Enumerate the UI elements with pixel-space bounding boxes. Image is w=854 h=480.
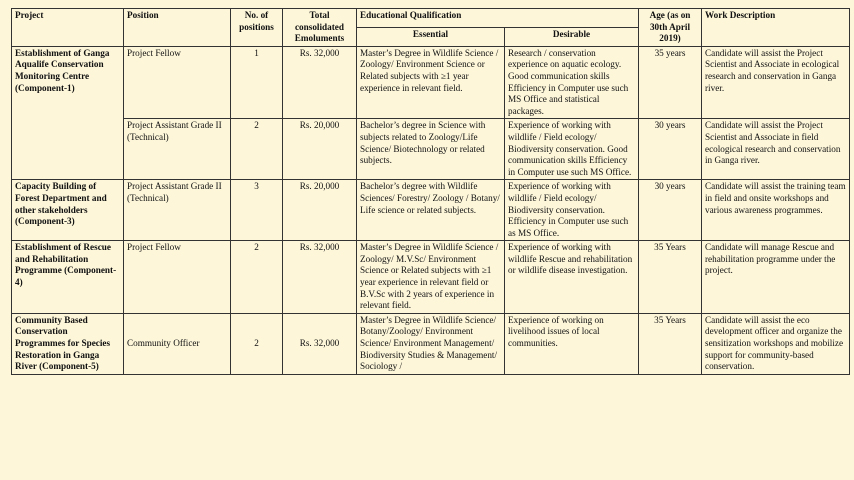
essential-cell: Master’s Degree in Wildlife Science / Zoology/ M.V.Sc/ Environment Science or Related subjects with ≥1 year experience in relevant field or B.V.Sc with 2 years of experience in relevant field. xyxy=(357,241,505,314)
work-cell: Candidate will manage Rescue and rehabilitation programme under the project. xyxy=(702,241,850,314)
work-cell: Candidate will assist the Project Scientist and Associate in field ecological research and conservation in Ganga river. xyxy=(702,119,850,180)
header-row xyxy=(12,9,850,28)
position-cell: Project Fellow xyxy=(124,46,231,119)
project-cell: Community Based Conservation Programmes for Species Restoration in Ganga River (Component-5) xyxy=(12,313,124,374)
desirable-cell: Experience of working with wildlife Rescue and rehabilitation or wildlife disease investigation. xyxy=(505,241,639,314)
essential-cell: Bachelor’s degree in Science with subjects related to Zoology/Life Science/ Biotechnology or related subjects. xyxy=(357,119,505,180)
table-row xyxy=(12,313,850,374)
desirable-cell: Experience of working with wildlife / Field ecology/ Biodiversity conservation. Good communication skills Efficiency in Computer use such MS Office. xyxy=(505,119,639,180)
project-cell: Establishment of Rescue and Rehabilitation Programme (Component-4) xyxy=(12,241,124,314)
col-header-position: Position xyxy=(124,9,231,47)
age-cell: 35 Years xyxy=(639,313,702,374)
table-row xyxy=(12,46,850,119)
positions-cell: 3 xyxy=(231,180,283,241)
desirable-cell: Experience of working with wildlife / Field ecology/ Biodiversity conservation. Efficiency in Computer use such as MS Office. xyxy=(505,180,639,241)
table-row xyxy=(12,241,850,314)
col-header-project: Project xyxy=(12,9,124,47)
age-cell: 30 years xyxy=(639,119,702,180)
col-header-age: Age (as on 30th April 2019) xyxy=(639,9,702,47)
position-cell: Project Assistant Grade II (Technical) xyxy=(124,180,231,241)
col-header-essential: Essential xyxy=(357,27,505,46)
emoluments-cell: Rs. 32,000 xyxy=(283,241,357,314)
age-cell: 35 years xyxy=(639,46,702,119)
work-cell: Candidate will assist the eco development officer and organize the sensitization workshops and mobilize support for community-based conservation. xyxy=(702,313,850,374)
position-cell: Community Officer xyxy=(124,313,231,374)
essential-cell: Bachelor’s degree with Wildlife Sciences/ Forestry/ Zoology / Botany/ Life science or related subjects. xyxy=(357,180,505,241)
recruitment-table xyxy=(11,8,850,375)
age-cell: 30 years xyxy=(639,180,702,241)
col-header-desirable: Desirable xyxy=(505,27,639,46)
project-cell: Capacity Building of Forest Department and other stakeholders (Component-3) xyxy=(12,180,124,241)
position-cell: Project Fellow xyxy=(124,241,231,314)
col-header-work: Work Description xyxy=(702,9,850,47)
positions-cell: 1 xyxy=(231,46,283,119)
positions-cell: 2 xyxy=(231,241,283,314)
positions-cell: 2 xyxy=(231,119,283,180)
emoluments-cell: Rs. 32,000 xyxy=(283,46,357,119)
col-header-positions: No. of positions xyxy=(231,9,283,47)
work-cell: Candidate will assist the Project Scientist and Associate in ecological research and conservation in Ganga river. xyxy=(702,46,850,119)
emoluments-cell: Rs. 20,000 xyxy=(283,180,357,241)
project-cell: Establishment of Ganga Aqualife Conservation Monitoring Centre (Component-1) xyxy=(12,46,124,180)
position-cell: Project Assistant Grade II (Technical) xyxy=(124,119,231,180)
emoluments-cell: Rs. 32,000 xyxy=(283,313,357,374)
desirable-cell: Experience of working on livelihood issues of local communities. xyxy=(505,313,639,374)
col-header-qualification: Educational Qualification xyxy=(357,9,639,28)
positions-cell: 2 xyxy=(231,313,283,374)
col-header-emoluments: Total consolidated Emoluments xyxy=(283,9,357,47)
emoluments-cell: Rs. 20,000 xyxy=(283,119,357,180)
age-cell: 35 Years xyxy=(639,241,702,314)
table-row xyxy=(12,119,850,180)
table-row xyxy=(12,180,850,241)
work-cell: Candidate will assist the training team in field and onsite workshops and various awareness programmes. xyxy=(702,180,850,241)
essential-cell: Master’s Degree in Wildlife Science / Zoology/ Environment Science or Related subjects with ≥1 year experience in relevant field. xyxy=(357,46,505,119)
essential-cell: Master’s Degree in Wildlife Science/ Botany/Zoology/ Environment Science/ Environment Management/ Biodiversity Studies & Management/ Sociology / xyxy=(357,313,505,374)
desirable-cell: Research / conservation experience on aquatic ecology. Good communication skills Efficiency in Computer use such MS Office and statistical packages. xyxy=(505,46,639,119)
